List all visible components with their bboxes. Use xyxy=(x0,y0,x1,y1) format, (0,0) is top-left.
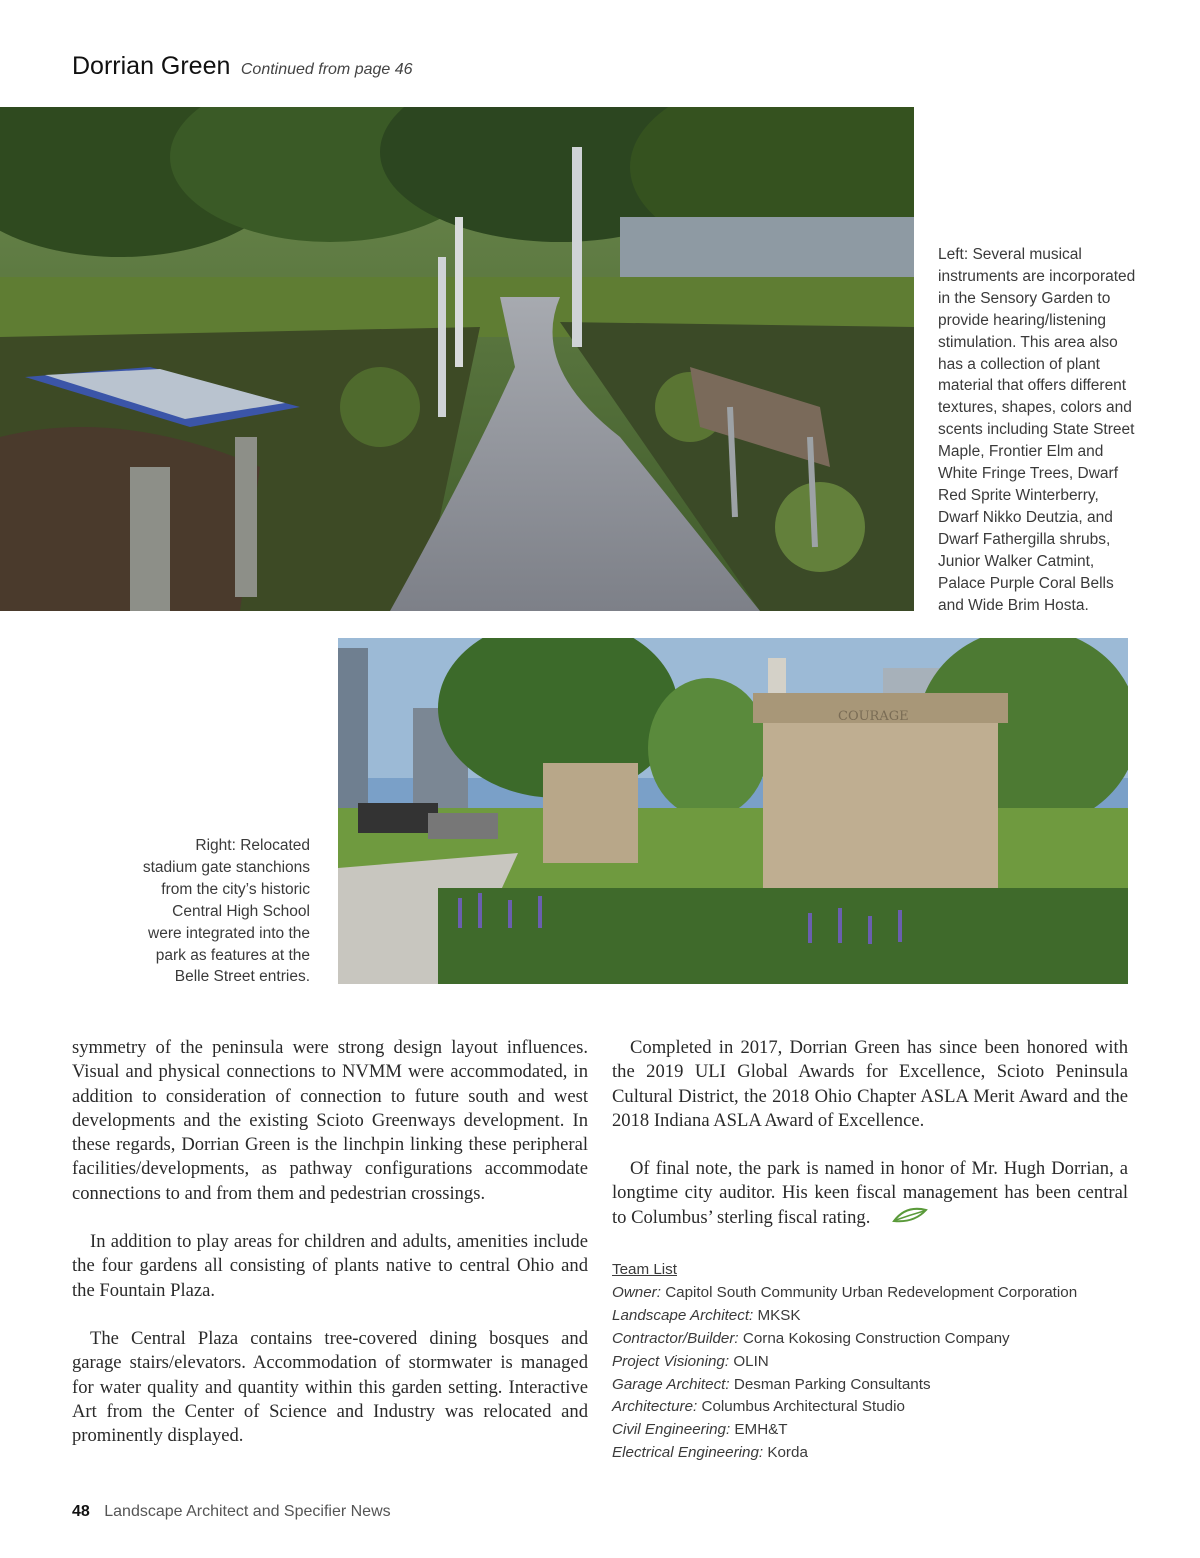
sensory-garden-photo xyxy=(0,107,914,611)
team-member: Architecture: Columbus Architectural Studio xyxy=(612,1398,905,1416)
team-member: Garage Architect: Desman Parking Consultants xyxy=(612,1375,931,1393)
team-list-title: Team List xyxy=(612,1261,677,1278)
body-column-left xyxy=(72,1036,588,1472)
body-paragraph-final xyxy=(612,1157,1128,1230)
team-member: Electrical Engineering: Korda xyxy=(612,1444,808,1462)
team-member: Landscape Architect: MKSK xyxy=(612,1306,801,1324)
continued-note: Continued from page 46 xyxy=(240,61,413,78)
middle-photo-caption: Right: Relocated stadium gate stanchions from the city’s historic Central High School were integrated into the park as features at the Belle Street entries. xyxy=(142,837,310,986)
body-paragraph: The Central Plaza contains tree-covered dining bosques and garage stairs/elevators. Accommodation of stormwater is managed for water quality and quantity within this garden setting. Interactive Art from the Center of Science and Industry was relocated and prominently displayed. xyxy=(72,1327,588,1447)
stanchion-engraving: COURAGE xyxy=(838,709,909,724)
body-paragraph: Completed in 2017, Dorrian Green has since been honored with the 2019 ULI Global Awards for Excellence, Scioto Peninsula Cultural District, the 2018 Ohio Chapter ASLA Merit Award and the 2018 Indiana ASLA Award of Excellence. xyxy=(612,1037,1128,1131)
page-number: 48 xyxy=(72,1503,90,1520)
body-column-right xyxy=(612,1036,1128,1255)
body-paragraph: In addition to play areas for children and adults, amenities include the four gardens all consisting of plants native to central Ohio and the Fountain Plaza. xyxy=(72,1231,588,1301)
page-footer xyxy=(72,1503,391,1521)
team-member: Civil Engineering: EMH&T xyxy=(612,1421,788,1439)
leaf-icon xyxy=(874,1206,928,1230)
team-member: Project Visioning: OLIN xyxy=(612,1352,769,1370)
page-header xyxy=(72,52,413,81)
team-member: Contractor/Builder: Corna Kokosing Construction Company xyxy=(612,1329,1010,1347)
team-list xyxy=(612,1259,1132,1465)
body-text: Of final note, the park is named in honor of Mr. Hugh Dorrian, a longtime city auditor. His keen fiscal management has been central to Columbus’ sterling fiscal rating. xyxy=(612,1158,1128,1228)
body-paragraph: symmetry of the peninsula were strong design layout influences. Visual and physical connections to NVMM were accommodated, in addition to consideration of connection to future south and west developments and the existing Scioto Greenways development. In these regards, Dorrian Green is the linchpin linking these peripheral facilities/developments, as pathway configurations accommodate connections to and from them and pedestrian crossings. xyxy=(72,1037,588,1204)
publication-name: Landscape Architect and Specifier News xyxy=(104,1503,391,1520)
team-member: Owner: Capitol South Community Urban Redevelopment Corporation xyxy=(612,1283,1078,1301)
sensory-garden-illustration xyxy=(0,107,914,611)
stanchions-photo xyxy=(338,638,1128,984)
top-photo-caption: Left: Several musical instruments are incorporated in the Sensory Garden to provide hearing/listening stimulation. This area also has a collection of plant material that offers different textures, shapes, colors and scents including State Street Maple, Frontier Elm and White Fringe Trees, Dwarf Red Sprite Winterberry, Dwarf Nikko Deutzia, and Dwarf Fathergilla shrubs, Junior Walker Catmint, Palace Purple Coral Bells and Wide Brim Hosta. xyxy=(938,246,1136,614)
stanchions-illustration xyxy=(338,638,1128,984)
article-title: Dorrian Green xyxy=(72,52,231,80)
